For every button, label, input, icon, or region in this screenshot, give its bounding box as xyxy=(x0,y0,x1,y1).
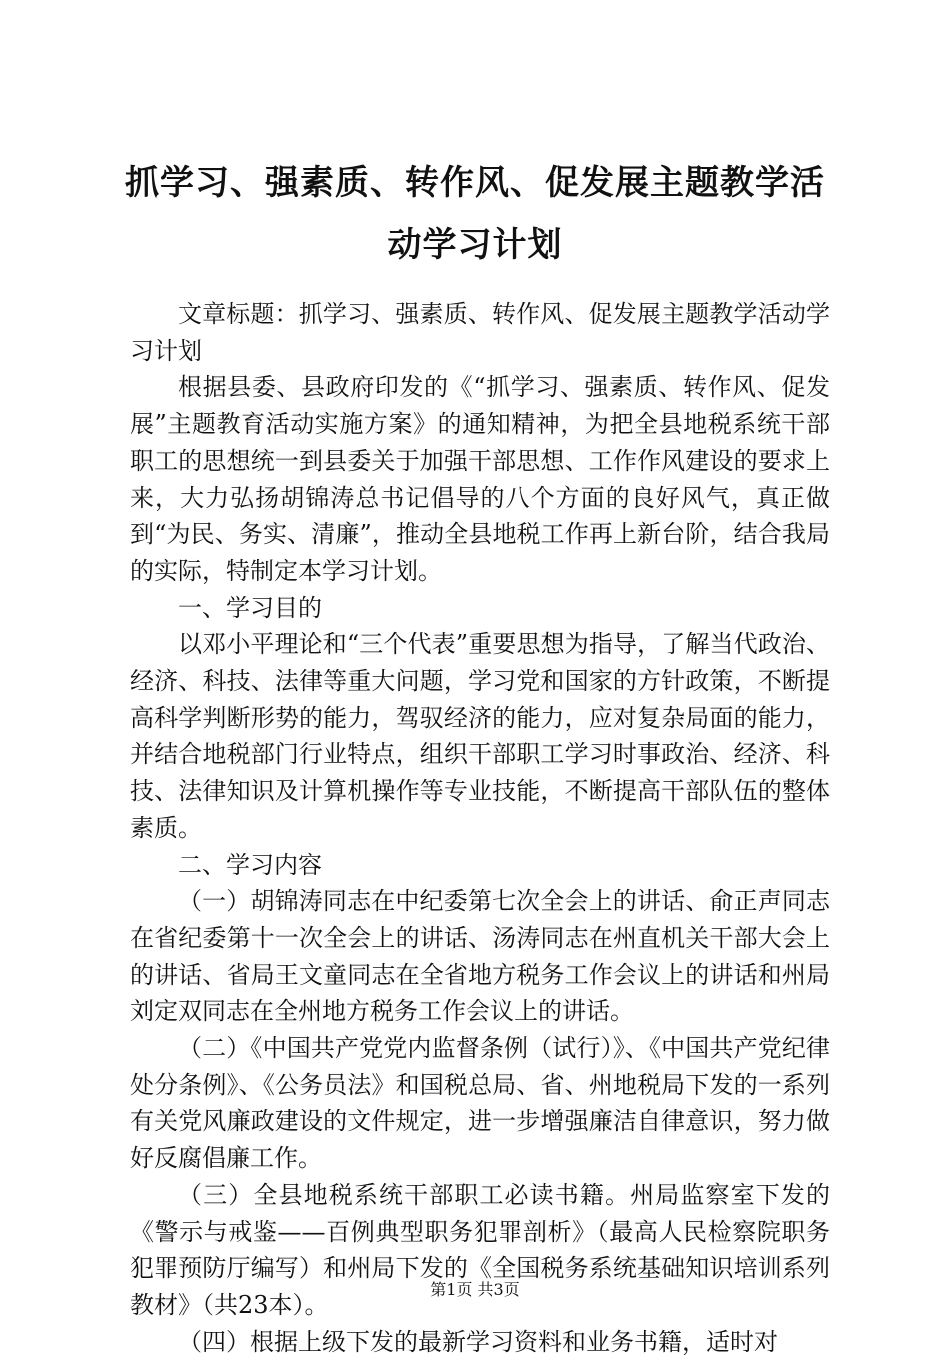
heading-study-purpose: 一、学习目的 xyxy=(178,593,322,622)
paragraph-study-purpose: 以邓小平理论和“三个代表”重要思想为指导，了解当代政治、经济、科技、法律等重大问题，学习党和国家的方针政策，不断提高科学判断形势的能力，驾驭经济的能力，应对复杂局面的能力，并结合地税部门行业特点，组织干部职工学习时事政治、经济、科技、法律知识及计算机操作等专业技能，不断提高干部队伍的整体素质。 xyxy=(130,630,830,842)
paragraph-content-item-3: （三）全县地税系统干部职工必读书籍。州局监察室下发的《警示与戒鉴——百例典型职务犯罪剖析》（最高人民检察院职务犯罪预防厅编写）和州局下发的《全国税务系统基础知识培训系列教材》（共23本）。 xyxy=(130,1180,830,1319)
heading-study-content: 二、学习内容 xyxy=(178,850,322,879)
paragraph-content-item-1: （一）胡锦涛同志在中纪委第七次全会上的讲话、俞正声同志在省纪委第十一次全会上的讲话、汤涛同志在州直机关干部大会上的讲话、省局王文童同志在全省地方税务工作会议上的讲话和州局刘定双同志在全州地方税务工作会议上的讲话。 xyxy=(130,887,830,1026)
paragraph-content-item-2: （二）《中国共产党党内监督条例（试行）》、《中国共产党纪律处分条例》、《公务员法》和国税总局、省、州地税局下发的一系列有关党风廉政建设的文件规定，进一步增强廉洁自律意识，努力做好反腐倡廉工作。 xyxy=(130,1034,830,1173)
paragraph-article-title: 文章标题：抓学习、强素质、转作风、促发展主题教学活动学习计划 xyxy=(130,300,830,365)
paragraph-content-item-4: （四）根据上级下发的最新学习资料和业务书籍，适时对 xyxy=(178,1327,778,1356)
document-body xyxy=(130,296,830,1360)
paragraph-intro: 根据县委、县政府印发的《“抓学习、强素质、转作风、促发展”主题教育活动实施方案》的通知精神，为把全县地税系统干部职工的思想统一到县委关于加强干部思想、工作作风建设的要求上来，大力弘扬胡锦涛总书记倡导的八个方面的良好风气，真正做到“为民、务实、清廉”，推动全县地税工作再上新台阶，结合我局的实际，特制定本学习计划。 xyxy=(130,373,830,585)
document-title: 抓学习、强素质、转作风、促发展主题教学活动学习计划 xyxy=(125,163,825,265)
page-number-footer: 第1页 共3页 xyxy=(430,1280,520,1299)
